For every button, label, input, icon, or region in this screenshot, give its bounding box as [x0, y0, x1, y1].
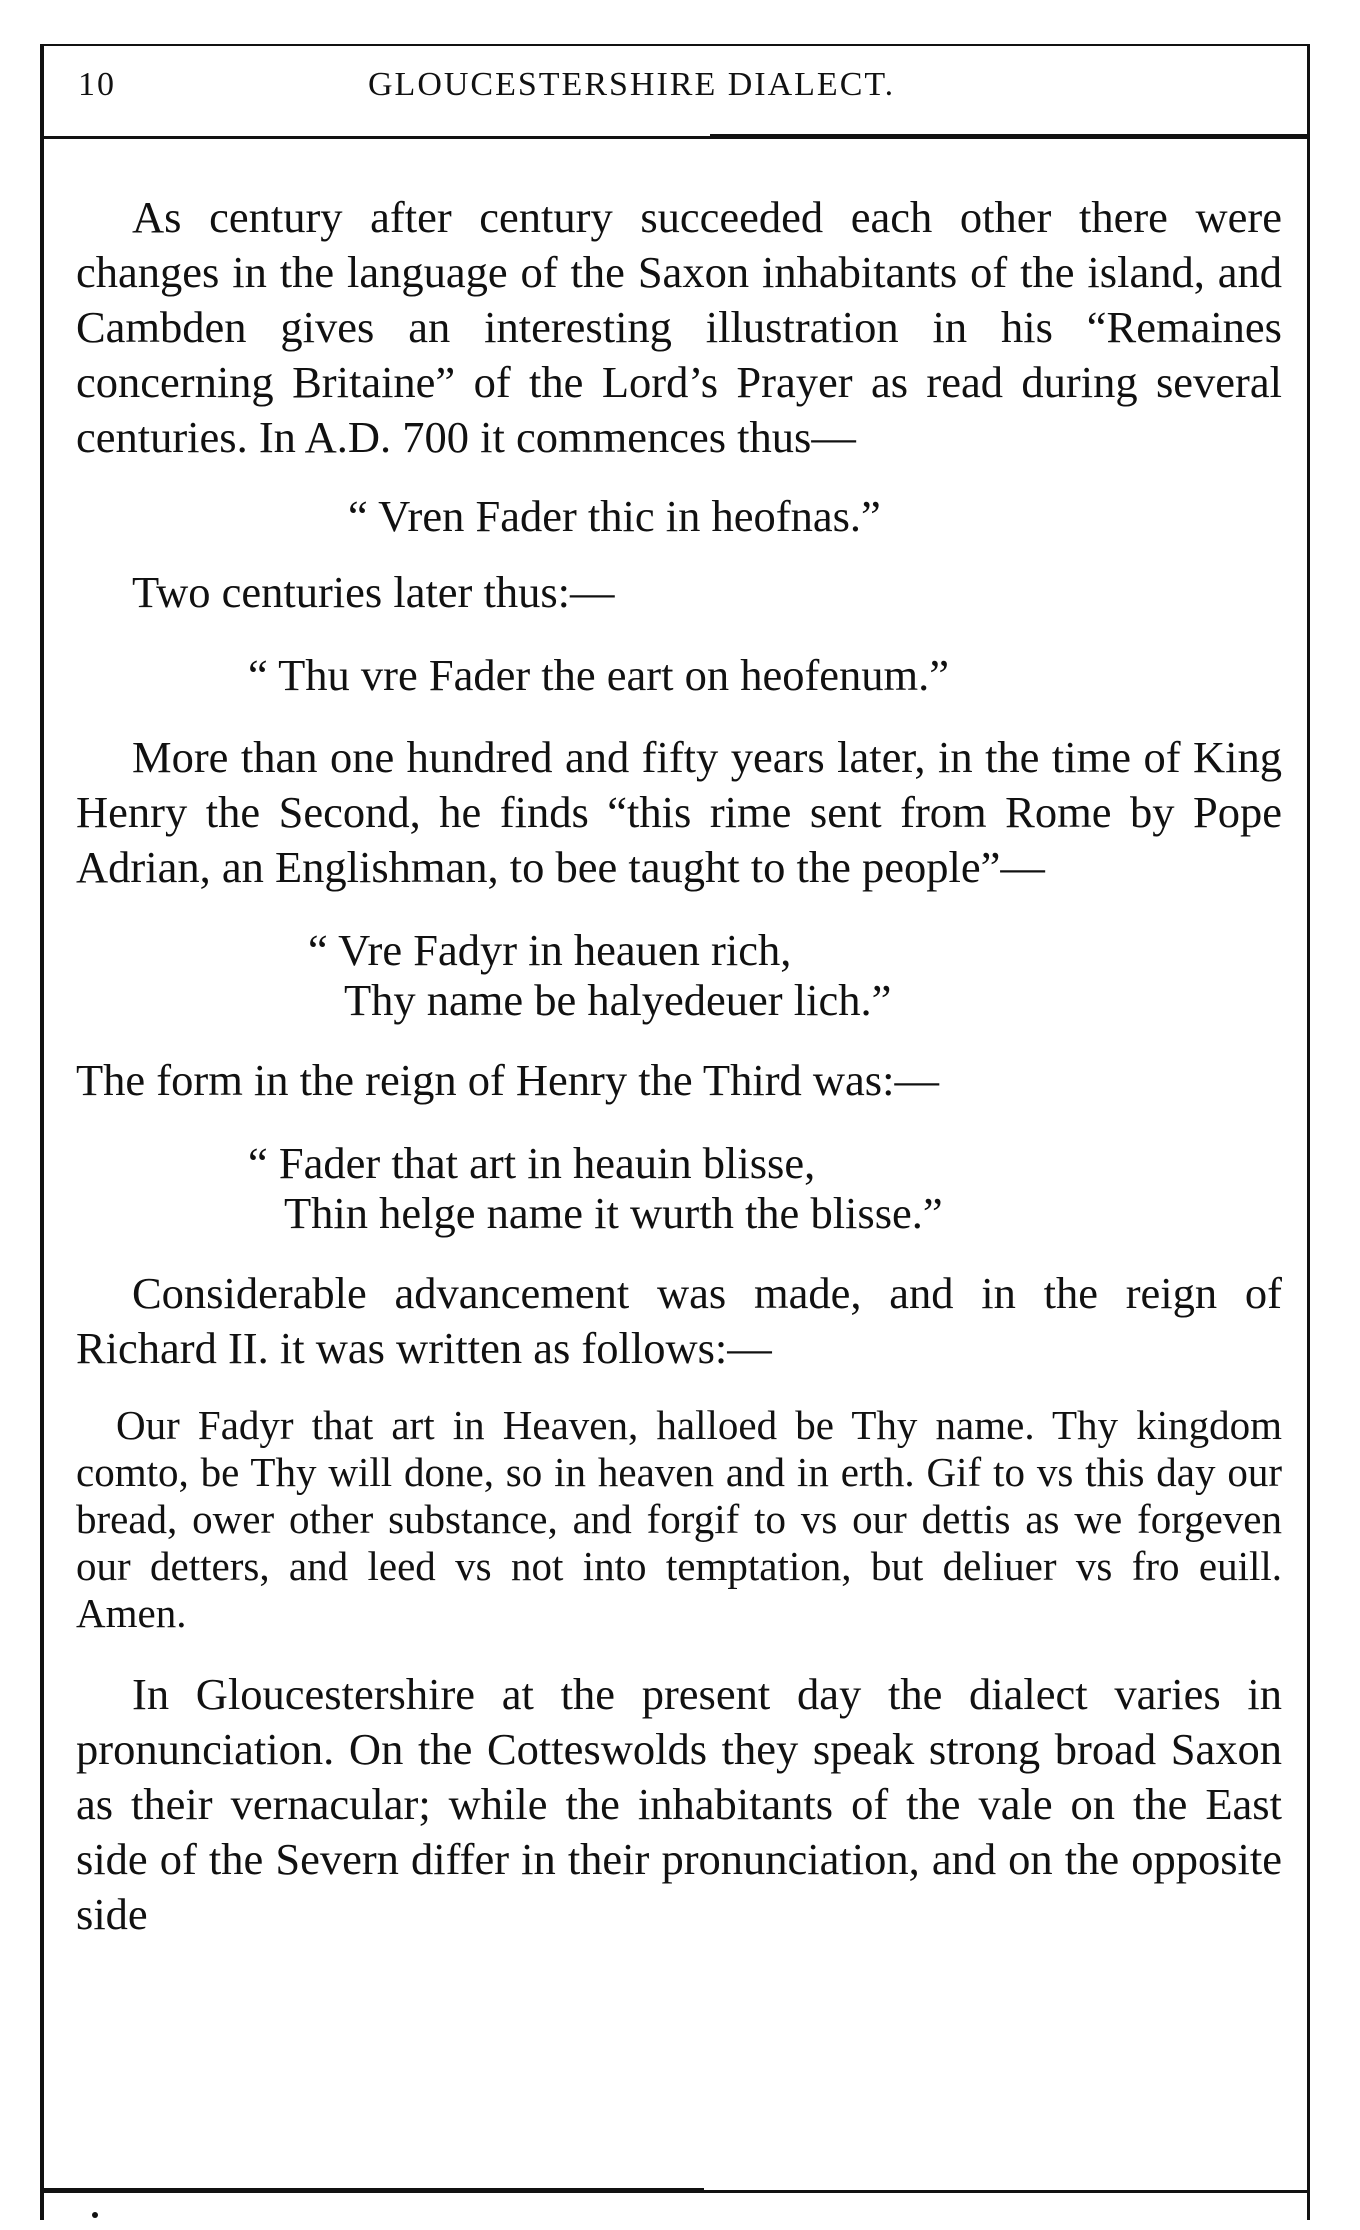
running-title: GLOUCESTERSHIRE DIALECT. — [368, 66, 896, 103]
body-text — [76, 190, 1282, 1942]
quote-line: “ Fader that art in heauin blisse, — [248, 1138, 816, 1188]
quote-henry-third — [76, 1138, 1282, 1238]
quote-ad-700 — [76, 491, 1282, 541]
footer-rule-thick — [44, 2188, 704, 2193]
paragraph-henry-third: The form in the reign of Henry the Third was:— — [76, 1055, 939, 1105]
prayer-text: Our Fadyr that art in Heaven, halloed be Thy name. Thy kingdom comto, be Thy will done, so in heaven and in erth. Gif to vs this day our bread, ower other substance, and forgif to vs our dettis as we forgeven our detters, and leed vs not into temptation, but deliuer vs fro euill. Amen. — [76, 1402, 1282, 1636]
paragraph-present-day: In Gloucestershire at the present day the dialect varies in pronunciation. On the Cotteswolds they speak strong broad Saxon as their vernacular; while the inhabitants of the vale on the East side of the Severn differ in their pronunciation, and on the opposite side — [76, 1669, 1282, 1939]
header-rule-thick — [710, 134, 1310, 139]
ink-speck — [92, 2212, 98, 2218]
paragraph-two-centuries: Two centuries later thus:— — [132, 567, 615, 617]
quote-line: “ Vren Fader thic in heofnas.” — [348, 491, 881, 541]
quote-line: Thy name be halyedeuer lich.” — [344, 975, 892, 1025]
paragraph-richard-second: Considerable advancement was made, and in the reign of Richard II. it was written as follows:— — [76, 1268, 1282, 1373]
page-number: 10 — [78, 66, 116, 103]
paragraph-henry-second: More than one hundred and fifty years later, in the time of King Henry the Second, he finds “this rime sent from Rome by Pope Adrian, an Englishman, to bee taught to the people”— — [76, 732, 1282, 892]
quote-line: Thin helge name it wurth the blisse.” — [284, 1188, 943, 1238]
paragraph-intro: As century after century succeeded each other there were changes in the language of the Saxon inhabitants of the island, and Cambden gives an interesting illustration in his “Remaines concerning Britaine” of the Lord’s Prayer as read during several centuries. In A.D. 700 it commences thus— — [76, 192, 1282, 462]
page-header — [78, 66, 1300, 116]
quote-line: “ Thu vre Fader the eart on heofenum.” — [248, 650, 950, 700]
quote-two-centuries — [76, 650, 1282, 700]
prayer-richard-second — [76, 1402, 1282, 1637]
quote-henry-second — [76, 925, 1282, 1025]
quote-line: “ Vre Fadyr in heauen rich, — [308, 925, 792, 975]
